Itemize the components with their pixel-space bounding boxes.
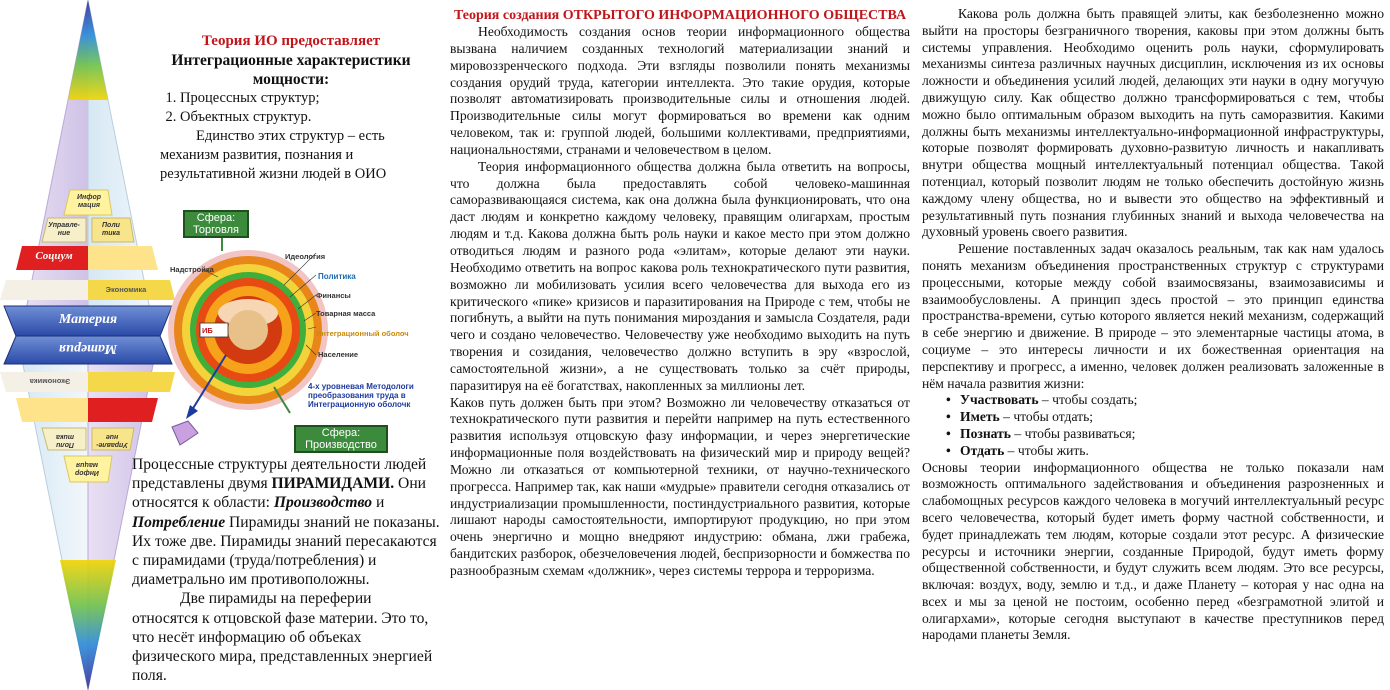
text-span: и (372, 494, 385, 512)
bullet-text: – чтобы создать; (1038, 392, 1138, 408)
label-finansy: Финансы (316, 291, 351, 300)
list-item (946, 426, 1384, 443)
bullet-bold: Участвовать (960, 392, 1039, 408)
sphere-trade-label: Сфера: Торговля (183, 210, 249, 238)
right-paragraph-1: Какова роль должна быть правящей элиты, как безболезненно можно выйти на просторы безграничного творения, каковы при этом должны быть системы управления. Необходимо оценить роль науки, сформулировать механизмы синтеза различных научных дисциплин, исключения из их основы ложности и объединения усилий людей, делающих эти науки в одну могучую движущую силу. Как общество должно трансформироваться с тем, чтобы можно было оптимальным образом выходить на путь саморазвития. Какими должны быть механизмы интеллектуально-информационной инфраструктуры, которые позволят формировать духовно-развитую личность и накапливать внутри общества мощный интеллектуальный потенциал общества. Такой потенциал, который позволит людям не только обеспечить достойную жизнь каждому члену общества, но и вывести это общество на эффективный и результативный путь познания глубинных знаний и выхода человечества на духовный уровень своего развития. (922, 6, 1384, 240)
right-column (922, 6, 1384, 644)
structures-list (160, 89, 422, 127)
pyramid-label-poli-top: Поли тика (101, 222, 121, 237)
middle-title: Теория создания ОТКРЫТОГО ИНФОРМАЦИОННОГО ОБЩЕСТВА (453, 8, 907, 23)
list-item (946, 392, 1384, 409)
periphery-paragraph: Две пирамиды на переферии относятся к отцовской фазе материи. Это то, что несёт информацию об объеках физического мира, представленных энергией поля. (132, 590, 433, 685)
left-title-bold: Интеграционные характеристики мощности: (171, 52, 411, 88)
bullet-text: – чтобы развиваться; (1010, 425, 1136, 441)
pyramid-label-info-top: Инфор мация (76, 194, 101, 209)
bullet-bold: Иметь (960, 409, 1000, 425)
pyramid-label-socium: Социум (35, 250, 73, 262)
middle-paragraph-1: Необходимость создания основ теории информационного общества вызвана наличием созданных технологий материализации знаний и мировоззренческого подхода. Эти взгляды позволили понять механизмы создания орудий труда, категории интеллекта. Это такие орудия, которые позволят автоматизировать производительные силы и отношения людей. Производительные силы могут формироваться во времени как одним человеком, так и: группой людей, большими коллективами, предприятиями, национальностями, странами и человечеством в целом. (450, 24, 910, 157)
list-item (946, 443, 1384, 460)
sphere-production-label: Сфера: Производство (294, 425, 388, 453)
pyramid-label-upr-bottom: Управле- ние (96, 433, 128, 448)
bullet-bold: Познать (960, 425, 1011, 441)
label-nadstroyka: Надстройка (170, 265, 214, 274)
label-ideologia: Идеология (285, 252, 326, 261)
pyramid-label-materia-top: Материя (58, 312, 118, 327)
label-naselenie: Население (318, 350, 359, 359)
principles-list (922, 392, 1384, 459)
left-intro-block (160, 32, 422, 184)
right-paragraph-2: Решение поставленных задач оказалось реальным, так как нам удалось понять механизм объединения пространственных структур с структурами процессными, которые между собой взаимосвязаны, взаимозависимы и взаимообусловлены. А принцип здесь простой – это принцип единства пространства-времени, сутью которого является некий механизм, содержащий в себе энергию и движение. В природе – это элементарные частицы атома, в социуме – это интересы личности и их божественная ориентация на перспективу и прогресс, а именно, человек должен реализовать заложенные в нём начала развития жизни: (922, 241, 1384, 391)
text-span: Они относятся к области: (132, 475, 427, 512)
list-item: 2. Объектных структур. (180, 108, 422, 127)
methodology-label: 4-х уровневая Методологи преобразования труда в Интеграционную оболочк (308, 382, 414, 409)
pyramid-label-materia-bottom: Материя (58, 341, 118, 356)
bullet-text: – чтобы отдать; (999, 409, 1094, 425)
pyramid-label-econ-bottom: Экономика (29, 377, 71, 386)
list-item: 1. Процессных структур; (180, 89, 422, 108)
middle-paragraph-3: Каков путь должен быть при этом? Возможно ли человечеству отказаться от технократического пути развития и перейти например на путь естественного развития используя отцовскую фазу информации, и через энергетические информационные поля воздействовать на физический мир и природу вещей? Можно ли отказаться от компьютерной техники, от научно-технического прогресса. Например так, как наши «мудрые» правители сегодня отказались от индустриализации промышленности, постиндустриального развития, которые лишают народы самостоятельности, импортируют продукцию, но при этом очень энергично и мощно внедряют индустрию: обмана, лжи грабежа, бандитских разборок, обезчеловечения людей, беспризорности и бомжества по разнообразным схемам «должник», через системы террора и терроризма. (450, 394, 910, 578)
text-span: Процессные структуры деятельности людей представлены двумя (132, 456, 427, 493)
pyramids-emphasis: ПИРАМИДАМИ. (271, 475, 395, 493)
label-integr: Интеграционный оболоч (316, 329, 409, 338)
right-paragraph-3: Основы теории информационного общества не только показали нам возможность оптимального задействования и объединения разрозненных и слабомощных ресурсов каждого человека в могучий интеллектуальный ресурс всего человечества, который будет иметь форму частной собственности, и будет принадлежать тем людям, которые создали этот ресурс. А физические ресурсы и источники энергии, созданные Природой, будут иметь форму общественной собственности, и будут служить всем людям. Это все ресурсы, включая: воздух, воду, землю и т.д., и даже Планету – которая у нас одна на всех и мы за ценой не постоим, особенно перед «безграмотной элитой и олигархами», которые сегодня выступают в качестве преступников перед народами планеты Земля. (922, 459, 1384, 643)
consumption-emphasis: Потребление (132, 513, 226, 531)
list-item (946, 409, 1384, 426)
pyramid-label-poli-bottom: Поли тика (55, 433, 75, 448)
pyramid-label-info-bottom: Инфор мация (75, 461, 100, 476)
middle-column (450, 8, 910, 580)
bullet-bold: Отдать (960, 442, 1005, 458)
pyramid-label-upr-top: Управле- ние (48, 222, 80, 237)
text-span: Пирамиды знаний не показаны. Их тоже две. Пирамиды знаний пересакаются с пирамидами (труда/потребления) и диаметрально им противоположны. (132, 513, 440, 589)
pyramids-paragraph (132, 455, 440, 589)
label-politika: Политика (318, 272, 356, 281)
label-ib: ИБ (202, 326, 213, 335)
production-emphasis: Производство (273, 494, 373, 512)
label-tovarnaya: Товарная масса (316, 309, 376, 318)
left-bottom-block (132, 455, 440, 685)
left-title-red: Теория ИО предоставляет (201, 33, 381, 49)
middle-paragraph-2: Теория информационного общества должна была ответить на вопросы, что должна была предоставлять собой человеко-машинная саморазвивающаяся система, как она должна была функционировать, что она даст людям и конкретно каждому человеку, правящим олигархам, простым людям и т.д. Какова должна быть роль науки и какое место при этом должно отводиться людям и разного рода «элитам», которые делают эти науки. Необходимо ответить на вопрос какова роль технократического пути развития, возможно ли мобилизовать усилия всего человечества для выхода его из критического «пике» кризисов и паразитирования на Природе с тем, чтобы не погибнуть, а выйти на путь понимания мироздания и замысла Создателя, ради чего и создано человечество. Человечеству уже необходимо выходить на путь творения и созидания, человечество должно вступить в эру «взрослой, самостоятельной жизни», а не существовать только за счёт природы, паразитируя на её богатствах, накопленных за миллионы лет. (450, 158, 910, 393)
unity-paragraph: Единство этих структур – есть механизм развития, познания и результативной жизни людей в ОИО (160, 128, 387, 182)
pyramid-label-econ-top: Экономика (105, 285, 147, 294)
bullet-text: – чтобы жить. (1004, 442, 1089, 458)
